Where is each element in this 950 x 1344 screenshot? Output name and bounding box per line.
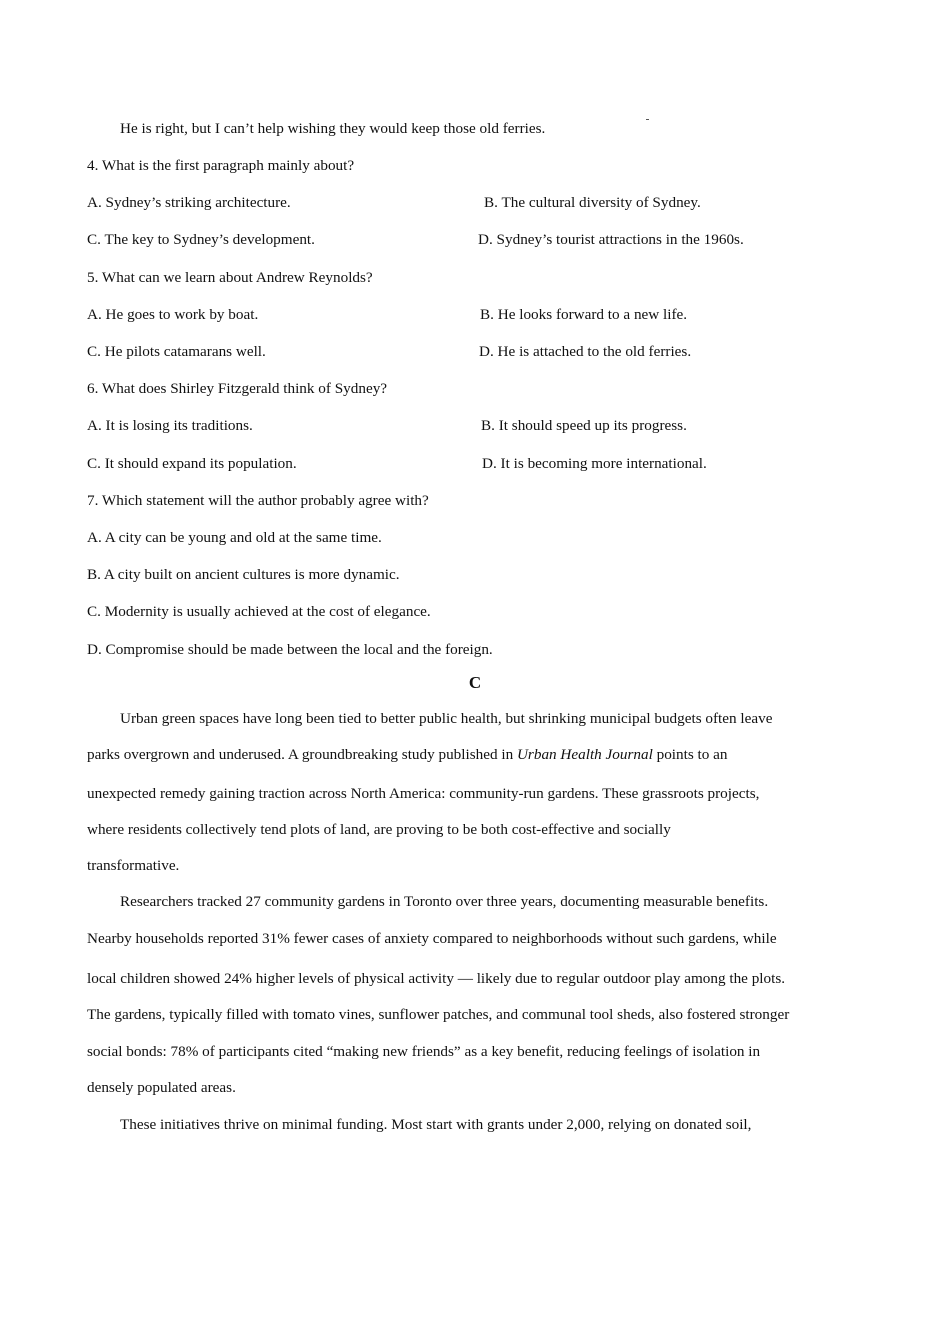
passage-p2-line-2: Nearby households reported 31% fewer cases of anxiety compared to neighborhoods without such gardens, while bbox=[87, 930, 777, 947]
section-heading: C bbox=[468, 673, 482, 692]
question-5-option-b: B. He looks forward to a new life. bbox=[480, 306, 688, 323]
passage-text: parks overgrown and underused. A groundbreaking study published in bbox=[87, 746, 517, 763]
intro-line: He is right, but I can’t help wishing they would keep those old ferries. bbox=[120, 120, 546, 137]
passage-p2-line-6: densely populated areas. bbox=[87, 1079, 236, 1096]
passage-p1-line-2 bbox=[87, 745, 727, 765]
question-5-option-d: D. He is attached to the old ferries. bbox=[479, 343, 692, 360]
passage-p2-line-3: local children showed 24% higher levels of physical activity — likely due to regular outdoor play among the plots. bbox=[87, 970, 786, 987]
question-4-option-a: A. Sydney’s striking architecture. bbox=[87, 194, 291, 211]
question-7-option-c: C. Modernity is usually achieved at the cost of elegance. bbox=[87, 603, 431, 620]
question-4-option-d: D. Sydney’s tourist attractions in the 1960s. bbox=[478, 231, 744, 248]
question-5-option-c: C. He pilots catamarans well. bbox=[87, 343, 266, 360]
question-6-stem: 6. What does Shirley Fitzgerald think of Sydney? bbox=[87, 380, 388, 397]
passage-p2-line-1: Researchers tracked 27 community gardens in Toronto over three years, documenting measurable benefits. bbox=[120, 893, 769, 910]
passage-p2-line-5: social bonds: 78% of participants cited “making new friends” as a key benefit, reducing feelings of isolation in bbox=[87, 1043, 761, 1060]
passage-p2-line-4: The gardens, typically filled with tomato vines, sunflower patches, and communal tool sheds, also fostered stronger bbox=[87, 1006, 790, 1023]
passage-p1-line-3: unexpected remedy gaining traction across North America: community-run gardens. These grassroots projects, bbox=[87, 785, 760, 802]
passage-p1-line-5: transformative. bbox=[87, 857, 180, 874]
question-5-stem: 5. What can we learn about Andrew Reynolds? bbox=[87, 269, 373, 286]
question-7-option-d: D. Compromise should be made between the local and the foreign. bbox=[87, 641, 493, 658]
question-6-option-c: C. It should expand its population. bbox=[87, 455, 297, 472]
journal-title: Urban Health Journal bbox=[516, 746, 653, 763]
stray-mark bbox=[646, 119, 649, 120]
passage-text: points to an bbox=[652, 746, 728, 763]
question-7-option-b: B. A city built on ancient cultures is more dynamic. bbox=[87, 566, 400, 583]
question-4-option-c: C. The key to Sydney’s development. bbox=[87, 231, 315, 248]
question-6-option-b: B. It should speed up its progress. bbox=[481, 417, 687, 434]
question-4-option-b: B. The cultural diversity of Sydney. bbox=[484, 194, 701, 211]
passage-p1-line-4: where residents collectively tend plots of land, are proving to be both cost-effective and socially bbox=[87, 821, 671, 838]
question-7-stem: 7. Which statement will the author probably agree with? bbox=[87, 492, 429, 509]
passage-p1-line-1: Urban green spaces have long been tied to better public health, but shrinking municipal budgets often leave bbox=[120, 710, 773, 727]
question-7-option-a: A. A city can be young and old at the same time. bbox=[87, 529, 382, 546]
question-4-stem: 4. What is the first paragraph mainly about? bbox=[87, 157, 355, 174]
passage-p3-line-1: These initiatives thrive on minimal funding. Most start with grants under 2,000, relying on donated soil, bbox=[120, 1116, 752, 1133]
question-6-option-d: D. It is becoming more international. bbox=[482, 455, 707, 472]
question-5-option-a: A. He goes to work by boat. bbox=[87, 306, 259, 323]
question-6-option-a: A. It is losing its traditions. bbox=[87, 417, 253, 434]
